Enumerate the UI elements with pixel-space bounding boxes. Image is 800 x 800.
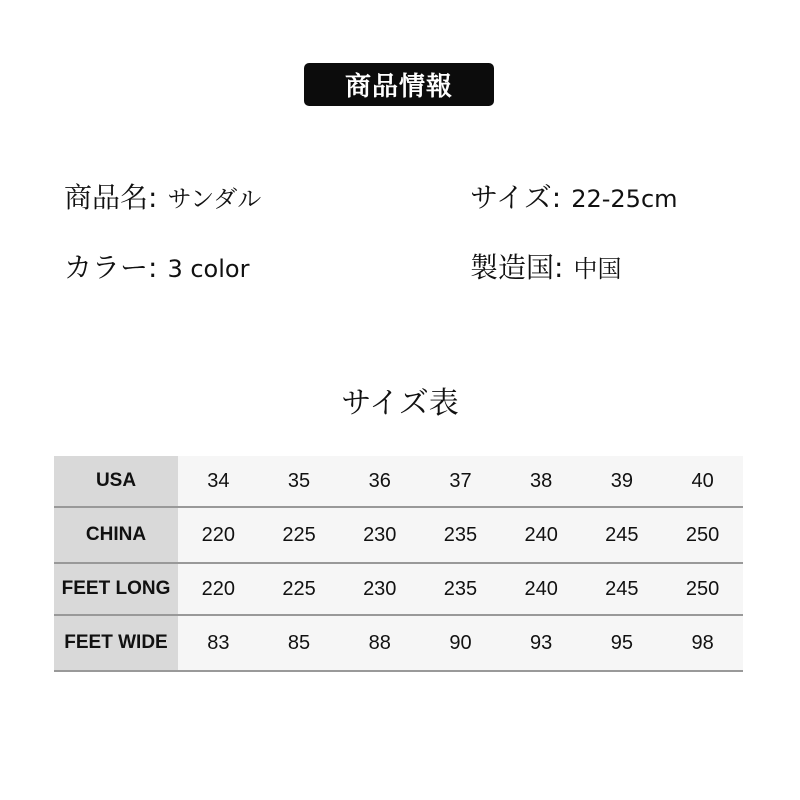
table-cell: 95: [582, 615, 663, 671]
product-name-colon: :: [148, 181, 158, 214]
section-title-badge: 商品情報: [304, 63, 494, 106]
size-chart-title: サイズ表: [341, 386, 459, 421]
table-cell: 83: [178, 615, 259, 671]
product-name-row: [64, 176, 261, 216]
origin-row: [470, 246, 621, 286]
table-cell: 98: [662, 615, 743, 671]
table-row: [54, 507, 743, 563]
table-cell: 225: [259, 563, 340, 615]
table-cell: 35: [259, 456, 340, 507]
table-cell: 220: [178, 507, 259, 563]
size-row: [470, 176, 678, 216]
table-cell: 220: [178, 563, 259, 615]
table-row: [54, 563, 743, 615]
table-cell: 38: [501, 456, 582, 507]
table-cell: 85: [259, 615, 340, 671]
table-cell: 34: [178, 456, 259, 507]
table-row: [54, 615, 743, 671]
table-row: [54, 456, 743, 507]
table-cell: 230: [339, 563, 420, 615]
table-cell: 37: [420, 456, 501, 507]
table-cell: 90: [420, 615, 501, 671]
table-cell: 235: [420, 507, 501, 563]
table-cell: 88: [339, 615, 420, 671]
product-name-value: サンダル: [167, 185, 262, 213]
origin-colon: :: [554, 251, 564, 284]
table-cell: 93: [501, 615, 582, 671]
size-value: 22-25cm: [571, 185, 678, 213]
table-cell: 39: [582, 456, 663, 507]
size-colon: :: [551, 181, 562, 214]
size-chart-table: [54, 456, 743, 672]
table-cell: 240: [501, 563, 582, 615]
table-cell: 36: [339, 456, 420, 507]
table-cell: 225: [259, 507, 340, 563]
row-header: CHINA: [54, 507, 178, 563]
row-header: FEET LONG: [54, 563, 178, 615]
row-header: USA: [54, 456, 178, 507]
row-header: FEET WIDE: [54, 615, 178, 671]
origin-label: 製造国: [470, 251, 555, 284]
origin-value: 中国: [573, 255, 622, 283]
table-cell: 230: [339, 507, 420, 563]
table-cell: 250: [662, 563, 743, 615]
table-cell: 240: [501, 507, 582, 563]
color-label: カラー: [64, 251, 149, 284]
table-cell: 245: [582, 507, 663, 563]
table-cell: 235: [420, 563, 501, 615]
color-value: 3 color: [167, 255, 250, 283]
table-cell: 250: [662, 507, 743, 563]
table-cell: 245: [582, 563, 663, 615]
table-cell: 40: [662, 456, 743, 507]
color-row: [64, 246, 249, 286]
product-name-label: 商品名: [64, 181, 149, 214]
size-label: サイズ: [470, 181, 552, 214]
color-colon: :: [148, 251, 158, 284]
